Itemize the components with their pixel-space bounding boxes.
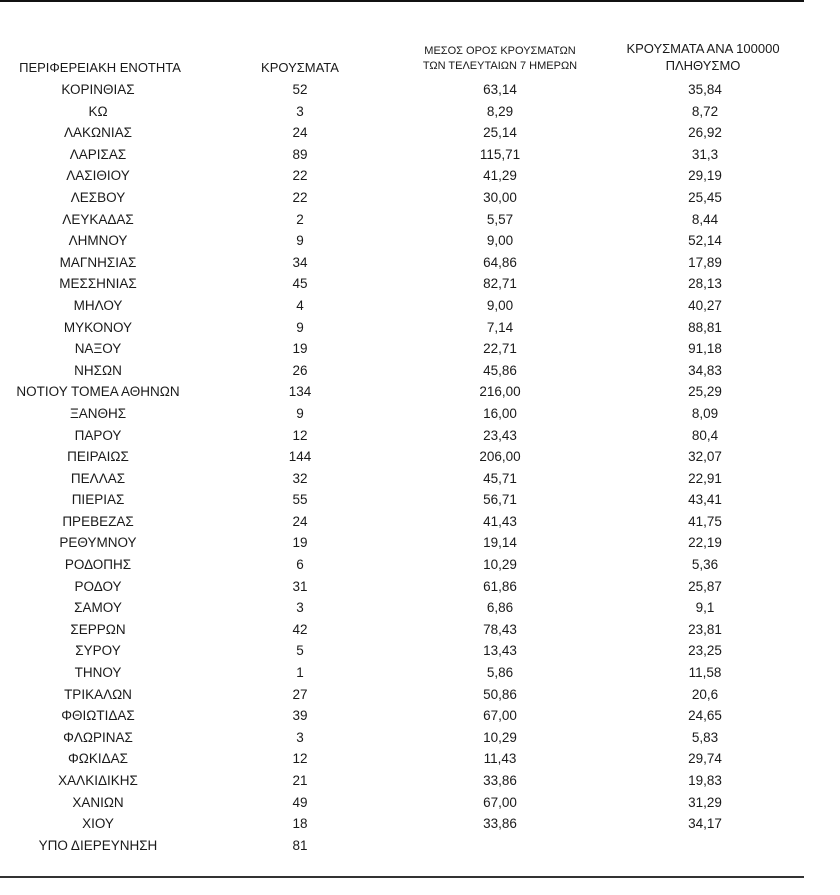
- cell-region: ΠΑΡΟΥ: [74, 427, 122, 443]
- header-avg-7-days: [400, 44, 600, 74]
- header-avg-line-1: ΜΕΣΟΣ ΟΡΟΣ ΚΡΟΥΣΜΑΤΩΝ: [424, 45, 576, 57]
- cell-region: ΝΟΤΙΟΥ ΤΟΜΕΑ ΑΘΗΝΩΝ: [16, 384, 180, 400]
- cell-avg-7-days: 82,71: [483, 276, 517, 292]
- table-row: [0, 532, 840, 554]
- table-row: [0, 230, 840, 252]
- cell-avg-7-days: 41,43: [483, 513, 517, 529]
- cell-region: ΡΕΘΥΜΝΟΥ: [59, 535, 137, 551]
- cell-region: ΛΑΣΙΘΙΟΥ: [66, 168, 130, 184]
- table-row: [0, 122, 840, 144]
- cell-avg-7-days: 216,00: [479, 384, 521, 400]
- cell-per-100k: 22,91: [688, 470, 722, 486]
- cell-per-100k: 23,81: [688, 621, 722, 637]
- cell-per-100k: 31,3: [691, 146, 719, 162]
- table-row: [0, 705, 840, 727]
- table-row: [0, 511, 840, 533]
- cell-per-100k: 17,89: [688, 254, 722, 270]
- bottom-rule: [0, 876, 804, 878]
- cell-per-100k: 23,25: [688, 643, 722, 659]
- cell-per-100k: 91,18: [688, 341, 722, 357]
- cell-avg-7-days: 33,86: [483, 773, 517, 788]
- cell-per-100k: 28,13: [688, 276, 722, 292]
- cell-region: ΧΑΝΙΩΝ: [72, 794, 124, 810]
- cell-per-100k: 8,09: [691, 405, 719, 421]
- cell-cases: 18: [292, 816, 308, 832]
- table-row: [0, 489, 840, 511]
- header-per100k-line-1: ΚΡΟΥΣΜΑΤΑ ΑΝΑ 100000: [626, 41, 780, 56]
- cell-per-100k: 11,58: [688, 665, 722, 681]
- table-row: [0, 252, 840, 274]
- cell-per-100k: 19,83: [688, 773, 722, 788]
- cell-avg-7-days: 115,71: [479, 146, 521, 162]
- cell-region: ΡΟΔΟΠΗΣ: [64, 557, 132, 573]
- cell-per-100k: 32,07: [688, 449, 722, 465]
- cell-cases: 24: [292, 513, 308, 529]
- cell-cases: 39: [292, 708, 308, 724]
- table-row: [0, 446, 840, 468]
- cell-cases: 9: [296, 405, 304, 421]
- cell-cases: 22: [292, 168, 308, 184]
- cell-region: ΦΛΩΡΙΝΑΣ: [63, 729, 133, 745]
- cell-region: ΠΡΕΒΕΖΑΣ: [62, 513, 134, 529]
- cell-region: ΧΙΟΥ: [82, 816, 114, 832]
- cell-region: ΤΡΙΚΑΛΩΝ: [64, 686, 132, 702]
- cell-cases: 42: [292, 621, 308, 637]
- header-cases-per-100k: [598, 40, 808, 74]
- table-row: [0, 79, 840, 101]
- cell-avg-7-days: 8,29: [486, 103, 514, 119]
- cell-per-100k: 40,27: [688, 297, 722, 313]
- cell-per-100k: 29,74: [688, 751, 722, 767]
- table-row: [0, 554, 840, 576]
- header-region: [0, 60, 200, 76]
- table-row: [0, 187, 840, 209]
- cell-avg-7-days: 23,43: [483, 427, 517, 443]
- cell-cases: 24: [292, 125, 308, 141]
- cell-avg-7-days: 16,00: [483, 405, 517, 421]
- cell-avg-7-days: 206,00: [479, 449, 521, 465]
- table-row: [0, 468, 840, 490]
- cell-avg-7-days: 33,86: [483, 816, 517, 832]
- cell-avg-7-days: 78,43: [483, 621, 517, 637]
- header-avg-line-2: ΤΩΝ ΤΕΛΕΥΤΑΙΩΝ 7 ΗΜΕΡΩΝ: [422, 60, 578, 72]
- cell-cases: 1: [296, 665, 304, 681]
- table-row: [0, 662, 840, 684]
- cell-avg-7-days: 67,00: [483, 708, 517, 724]
- cell-region: ΜΕΣΣΗΝΙΑΣ: [59, 276, 137, 292]
- cell-per-100k: 80,4: [691, 427, 719, 443]
- table-body: [0, 79, 840, 856]
- table-row: [0, 576, 840, 598]
- cell-avg-7-days: 30,00: [483, 189, 517, 205]
- header-region-label: ΠΕΡΙΦΕΡΕΙΑΚΗ ΕΝΟΤΗΤΑ: [19, 60, 181, 75]
- cell-avg-7-days: 6,86: [486, 600, 514, 616]
- table-row: [0, 381, 840, 403]
- cell-avg-7-days: 5,57: [486, 211, 514, 227]
- cell-per-100k: 26,92: [688, 125, 722, 141]
- cell-region: ΦΩΚΙΔΑΣ: [68, 751, 128, 767]
- cell-avg-7-days: 56,71: [483, 492, 517, 508]
- cell-cases: 12: [292, 427, 308, 443]
- table-row: [0, 165, 840, 187]
- cell-region: ΛΗΜΝΟΥ: [68, 233, 128, 249]
- table-row: [0, 101, 840, 123]
- cell-cases: 45: [292, 276, 308, 292]
- header-cases-label: ΚΡΟΥΣΜΑΤΑ: [261, 60, 339, 75]
- cell-cases: 19: [292, 535, 308, 551]
- table-row: [0, 770, 840, 792]
- cell-region: ΣΑΜΟΥ: [74, 600, 122, 616]
- cell-per-100k: 35,84: [688, 82, 722, 97]
- cell-cases: 19: [292, 341, 308, 357]
- cell-cases: 27: [292, 686, 308, 702]
- cell-avg-7-days: 13,43: [483, 643, 517, 659]
- cell-region: ΚΟΡΙΝΘΙΑΣ: [61, 82, 135, 97]
- cell-per-100k: 8,44: [691, 211, 719, 227]
- cell-avg-7-days: 63,14: [483, 82, 517, 97]
- cell-per-100k: 8,72: [691, 103, 719, 119]
- header-per100k-line-2: ΠΛΗΘΥΣΜΟ: [665, 58, 741, 73]
- table-row: [0, 619, 840, 641]
- header-cases: [245, 60, 355, 76]
- cell-per-100k: 29,19: [688, 168, 722, 184]
- table-row: [0, 792, 840, 814]
- cell-region: ΝΑΞΟΥ: [74, 341, 122, 357]
- table-row: [0, 813, 840, 835]
- cell-cases: 55: [292, 492, 308, 508]
- table-row: [0, 425, 840, 447]
- cell-region: ΣΕΡΡΩΝ: [70, 621, 126, 637]
- cell-cases: 81: [292, 837, 308, 853]
- cell-cases: 144: [288, 449, 312, 465]
- cell-per-100k: 22,19: [688, 535, 722, 551]
- cell-avg-7-days: 67,00: [483, 794, 517, 810]
- cell-avg-7-days: 25,14: [483, 125, 517, 141]
- cell-avg-7-days: 9,00: [486, 233, 514, 249]
- cell-cases: 3: [296, 729, 304, 745]
- table-row: [0, 403, 840, 425]
- cell-avg-7-days: 61,86: [483, 578, 517, 594]
- cell-per-100k: 5,83: [691, 729, 719, 745]
- cell-cases: 3: [296, 600, 304, 616]
- cell-cases: 2: [296, 211, 304, 227]
- cell-region: ΧΑΛΚΙΔΙΚΗΣ: [58, 773, 138, 788]
- cell-cases: 12: [292, 751, 308, 767]
- cell-region: ΣΥΡΟΥ: [75, 643, 121, 659]
- cell-per-100k: 52,14: [688, 233, 722, 249]
- cell-region: ΡΟΔΟΥ: [74, 578, 122, 594]
- cell-per-100k: 20,6: [691, 686, 719, 702]
- table-row: [0, 209, 840, 231]
- cell-region: ΛΕΥΚΑΔΑΣ: [62, 211, 134, 227]
- cell-cases: 32: [292, 470, 308, 486]
- cell-cases: 134: [288, 384, 312, 400]
- cell-region: ΥΠΟ ΔΙΕΡΕΥΝΗΣΗ: [38, 837, 158, 853]
- cell-avg-7-days: 19,14: [483, 535, 517, 551]
- table-row: [0, 360, 840, 382]
- cell-per-100k: 5,36: [691, 557, 719, 573]
- cell-avg-7-days: 45,71: [483, 470, 517, 486]
- cell-region: ΛΑΚΩΝΙΑΣ: [64, 125, 132, 141]
- cell-avg-7-days: 22,71: [483, 341, 517, 357]
- cell-per-100k: 34,83: [688, 362, 722, 378]
- cell-cases: 22: [292, 189, 308, 205]
- cell-per-100k: 24,65: [688, 708, 722, 724]
- cell-avg-7-days: 11,43: [483, 751, 517, 767]
- table-row: [0, 727, 840, 749]
- cell-region: ΠΕΛΛΑΣ: [70, 470, 126, 486]
- table-row: [0, 748, 840, 770]
- cell-region: ΚΩ: [88, 103, 108, 119]
- cell-avg-7-days: 64,86: [483, 254, 517, 270]
- cell-per-100k: 41,75: [688, 513, 722, 529]
- cell-region: ΞΑΝΘΗΣ: [69, 405, 127, 421]
- cell-avg-7-days: 9,00: [486, 297, 514, 313]
- cell-region: ΜΥΚΟΝΟΥ: [63, 319, 133, 335]
- cell-avg-7-days: 50,86: [483, 686, 517, 702]
- cell-cases: 89: [292, 146, 308, 162]
- cell-cases: 4: [296, 297, 304, 313]
- table-row: [0, 640, 840, 662]
- cell-per-100k: 43,41: [688, 492, 722, 508]
- cell-per-100k: 9,1: [695, 600, 715, 616]
- cell-per-100k: 25,87: [688, 578, 722, 594]
- cell-region: ΠΙΕΡΙΑΣ: [71, 492, 125, 508]
- cell-avg-7-days: 5,86: [486, 665, 514, 681]
- top-rule: [0, 0, 804, 2]
- cell-avg-7-days: 7,14: [486, 319, 514, 335]
- cell-region: ΜΗΛΟΥ: [73, 297, 123, 313]
- cell-cases: 26: [292, 362, 308, 378]
- table-row: [0, 317, 840, 339]
- cell-per-100k: 88,81: [688, 319, 722, 335]
- table-row: [0, 144, 840, 166]
- cell-cases: 5: [296, 643, 304, 659]
- cell-region: ΤΗΝΟΥ: [74, 665, 122, 681]
- table-row: [0, 835, 840, 857]
- cell-cases: 49: [292, 794, 308, 810]
- cell-avg-7-days: 45,86: [483, 362, 517, 378]
- cell-per-100k: 31,29: [688, 794, 722, 810]
- cell-cases: 31: [292, 578, 308, 594]
- table-row: [0, 295, 840, 317]
- cell-cases: 34: [292, 254, 308, 270]
- cell-region: ΛΕΣΒΟΥ: [70, 189, 126, 205]
- cell-per-100k: 25,29: [688, 384, 722, 400]
- cell-region: ΠΕΙΡΑΙΩΣ: [67, 449, 129, 465]
- cell-per-100k: 25,45: [688, 189, 722, 205]
- cell-region: ΜΑΓΝΗΣΙΑΣ: [59, 254, 137, 270]
- cell-cases: 21: [292, 773, 308, 788]
- cell-avg-7-days: 10,29: [483, 557, 517, 573]
- cell-per-100k: 34,17: [688, 816, 722, 832]
- table-row: [0, 684, 840, 706]
- table-row: [0, 273, 840, 295]
- cell-cases: 52: [292, 82, 308, 97]
- cell-region: ΛΑΡΙΣΑΣ: [69, 146, 127, 162]
- cell-cases: 9: [296, 319, 304, 335]
- table-row: [0, 597, 840, 619]
- cell-cases: 9: [296, 233, 304, 249]
- cell-avg-7-days: 41,29: [483, 168, 517, 184]
- cell-cases: 6: [296, 557, 304, 573]
- table-row: [0, 338, 840, 360]
- cell-region: ΝΗΣΩΝ: [74, 362, 122, 378]
- cell-avg-7-days: 10,29: [483, 729, 517, 745]
- cell-region: ΦΘΙΩΤΙΔΑΣ: [61, 708, 135, 724]
- cell-cases: 3: [296, 103, 304, 119]
